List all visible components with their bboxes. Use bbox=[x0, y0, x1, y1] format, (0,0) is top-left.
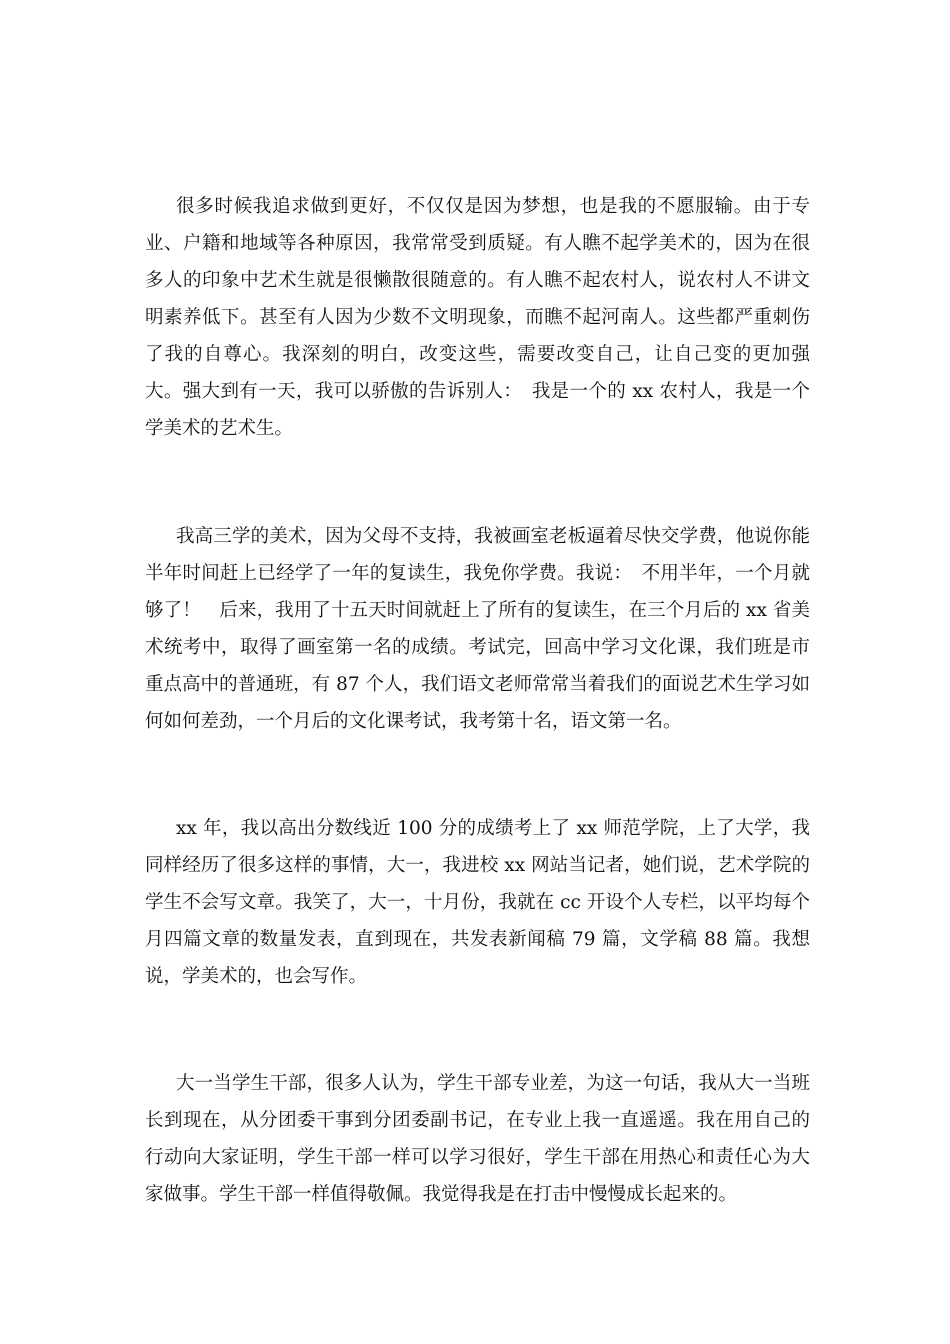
paragraph-3: xx 年，我以高出分数线近 100 分的成绩考上了 xx 师范学院，上了大学，我同样经历了很多这样的事情，大一，我进校 xx 网站当记者，她们说，艺术学院的学生不会写文章。我笑了，大一，十月份，我就在 cc 开设个人专栏，以平均每个月四篇文章的数量发表，直到现在，共发表新闻稿 79 篇，文学稿 88 篇。我想说，学美术的，也会写作。 bbox=[145, 818, 810, 987]
paragraph-2: 我高三学的美术，因为父母不支持，我被画室老板逼着尽快交学费，他说你能半年时间赶上已经学了一年的复读生，我免你学费。我说： 不用半年，一个月就够了！ 后来，我用了十五天时间就赶上了所有的复读生，在三个月后的 xx 省美术统考中，取得了画室第一名的成绩。考试完，回高中学习文化课，我们班是市重点高中的普通班，有 87 个人，我们语文老师常常当着我们的面说艺术生学习如何如何差劲，一个月后的文化课考试，我考第十名，语文第一名。 bbox=[145, 526, 810, 732]
paragraph-4: 大一当学生干部，很多人认为，学生干部专业差，为这一句话，我从大一当班长到现在，从分团委干事到分团委副书记，在专业上我一直遥遥。我在用自己的行动向大家证明，学生干部一样可以学习很好，学生干部在用热心和责任心为大家做事。学生干部一样值得敬佩。我觉得我是在打击中慢慢成长起来的。 bbox=[145, 1073, 810, 1205]
paragraph-1: 很多时候我追求做到更好，不仅仅是因为梦想，也是我的不愿服输。由于专业、户籍和地域等各种原因，我常常受到质疑。有人瞧不起学美术的，因为在很多人的印象中艺术生就是很懒散很随意的。有人瞧不起农村人，说农村人不讲文明素养低下。甚至有人因为少数不文明现象，而瞧不起河南人。这些都严重刺伤了我的自尊心。我深刻的明白，改变这些，需要改变自己，让自己变的更加强大。强大到有一天，我可以骄傲的告诉别人： 我是一个的 xx 农村人，我是一个学美术的艺术生。 bbox=[145, 196, 810, 439]
